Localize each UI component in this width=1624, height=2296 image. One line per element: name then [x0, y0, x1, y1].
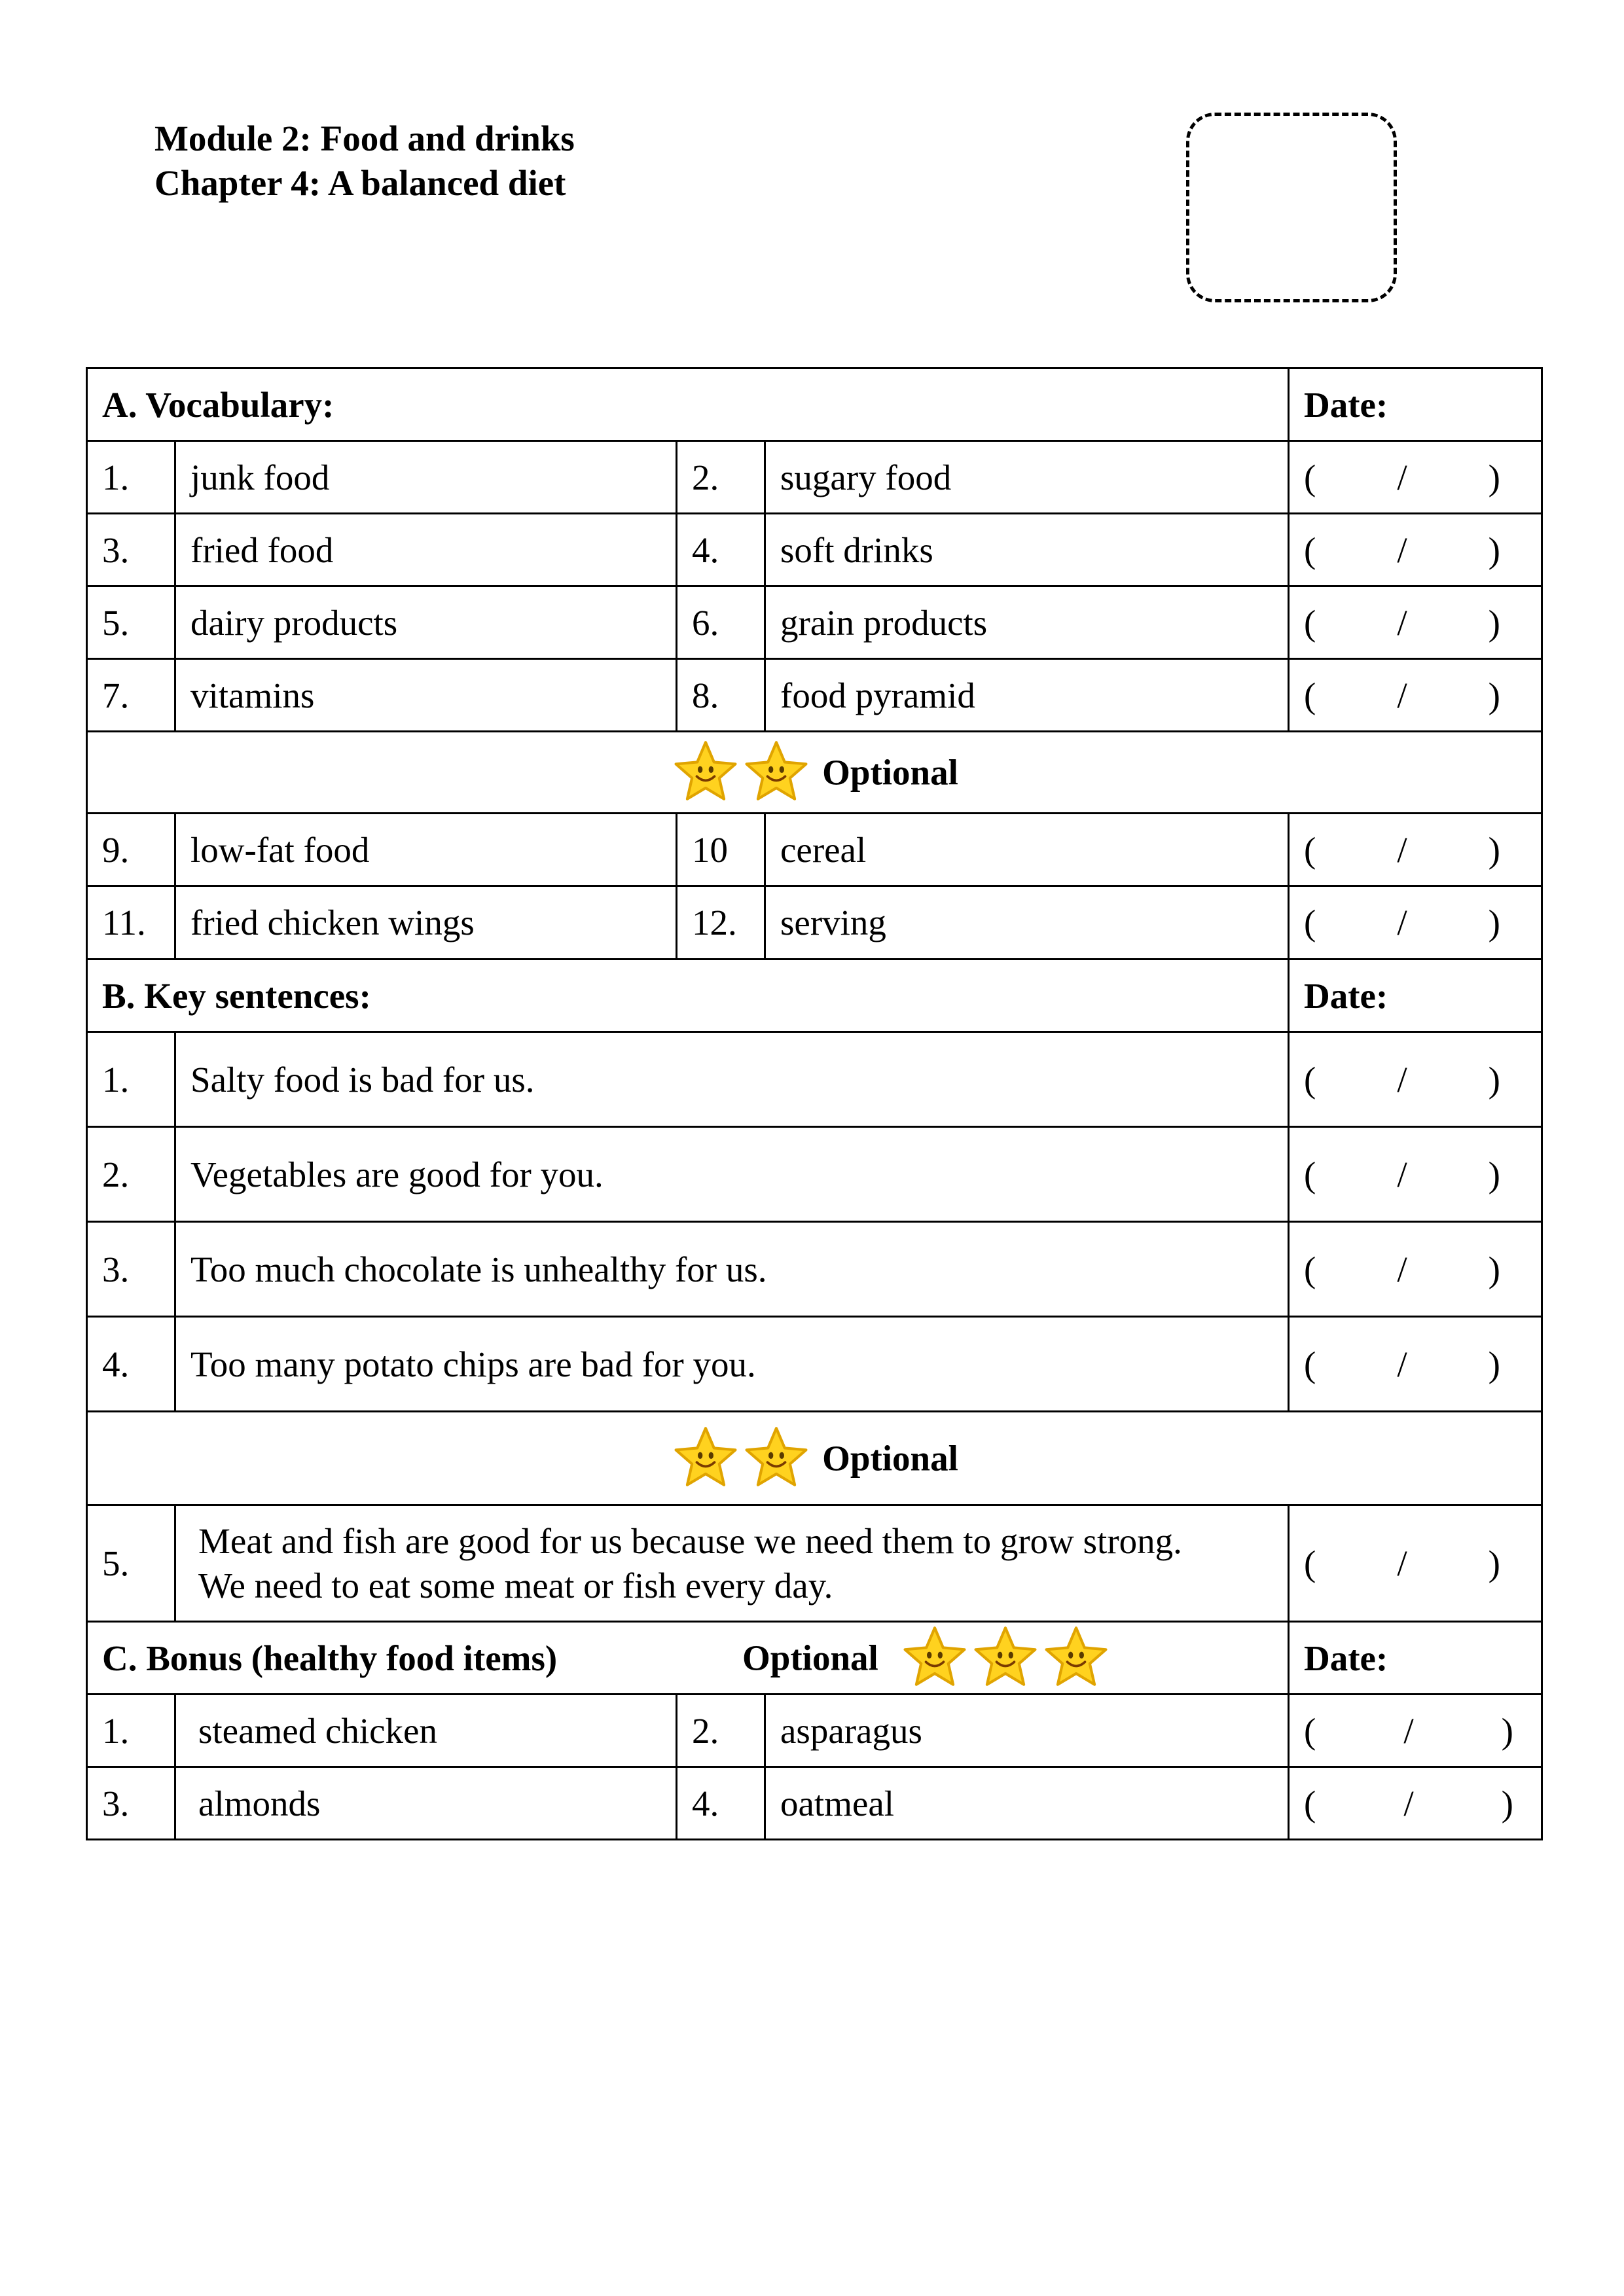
item-number: 4.	[87, 1317, 175, 1412]
vocabulary-heading: A. Vocabulary:	[87, 368, 1289, 441]
table-row	[87, 1127, 1542, 1222]
bonus-header-row	[87, 1622, 1542, 1695]
optional-banner	[87, 1412, 1542, 1505]
mark-slot[interactable]: ( / )	[1289, 1317, 1542, 1412]
item-number: 4.	[677, 1767, 765, 1840]
worksheet-header	[154, 117, 575, 206]
vocab-term: fried chicken wings	[175, 886, 677, 960]
item-number: 1.	[87, 441, 175, 514]
table-row	[87, 1767, 1542, 1840]
module-title: Module 2: Food and drinks	[154, 118, 575, 158]
vocab-term: sugary food	[765, 441, 1289, 514]
item-number: 2.	[677, 1695, 765, 1767]
star-rating	[670, 1424, 812, 1492]
bonus-term: steamed chicken	[175, 1695, 677, 1767]
vocab-term: low-fat food	[175, 814, 677, 886]
bonus-optional	[742, 1624, 1111, 1692]
smiley-star-icon	[899, 1624, 970, 1692]
item-number: 7.	[87, 659, 175, 732]
vocab-term: junk food	[175, 441, 677, 514]
item-number: 5.	[87, 586, 175, 659]
bonus-term: almonds	[175, 1767, 677, 1840]
date-label: Date:	[1289, 368, 1542, 441]
table-row	[87, 1695, 1542, 1767]
item-number: 5.	[87, 1505, 175, 1622]
table-row	[87, 1032, 1542, 1127]
item-number: 6.	[677, 586, 765, 659]
table-row	[87, 1317, 1542, 1412]
item-number: 8.	[677, 659, 765, 732]
key-sentences-heading: B. Key sentences:	[87, 960, 1289, 1032]
key-sentences-header-row	[87, 960, 1542, 1032]
bonus-heading: C. Bonus (healthy food items)	[102, 1638, 558, 1678]
key-sentence: Vegetables are good for you.	[175, 1127, 1289, 1222]
table-row	[87, 1505, 1542, 1622]
smiley-star-icon	[670, 1424, 741, 1492]
mark-slot[interactable]: ( / )	[1289, 886, 1542, 960]
optional-banner	[87, 732, 1542, 814]
bonus-heading-cell	[87, 1622, 1289, 1695]
item-number: 3.	[87, 1222, 175, 1317]
table-row	[87, 814, 1542, 886]
stamp-box	[1186, 113, 1397, 302]
optional-label: Optional	[822, 752, 958, 793]
vocab-term: serving	[765, 886, 1289, 960]
optional-row	[87, 732, 1542, 814]
table-row	[87, 586, 1542, 659]
item-number: 3.	[87, 514, 175, 586]
smiley-star-icon	[970, 1624, 1041, 1692]
mark-slot[interactable]: ( / )	[1289, 814, 1542, 886]
item-number: 2.	[677, 441, 765, 514]
vocab-term: soft drinks	[765, 514, 1289, 586]
item-number: 9.	[87, 814, 175, 886]
vocab-term: grain products	[765, 586, 1289, 659]
mark-slot[interactable]: ( / )	[1289, 514, 1542, 586]
sentence-line: We need to eat some meat or fish every day.	[198, 1565, 833, 1605]
table-row	[87, 441, 1542, 514]
item-number: 2.	[87, 1127, 175, 1222]
table-row	[87, 886, 1542, 960]
item-number: 10	[677, 814, 765, 886]
mark-slot[interactable]: ( / )	[1289, 1767, 1542, 1840]
smiley-star-icon	[1041, 1624, 1111, 1692]
item-number: 1.	[87, 1032, 175, 1127]
bonus-term: oatmeal	[765, 1767, 1289, 1840]
key-sentence: Too many potato chips are bad for you.	[175, 1317, 1289, 1412]
mark-slot[interactable]: ( / )	[1289, 1222, 1542, 1317]
bonus-term: asparagus	[765, 1695, 1289, 1767]
mark-slot[interactable]: ( / )	[1289, 441, 1542, 514]
vocab-term: fried food	[175, 514, 677, 586]
date-label: Date:	[1289, 960, 1542, 1032]
item-number: 1.	[87, 1695, 175, 1767]
mark-slot[interactable]: ( / )	[1289, 1505, 1542, 1622]
mark-slot[interactable]: ( / )	[1289, 586, 1542, 659]
sentence-line: Meat and fish are good for us because we need them to grow strong.	[198, 1520, 1182, 1561]
key-sentence	[175, 1505, 1289, 1622]
date-label: Date:	[1289, 1622, 1542, 1695]
item-number: 12.	[677, 886, 765, 960]
mark-slot[interactable]: ( / )	[1289, 659, 1542, 732]
optional-label: Optional	[822, 1438, 958, 1479]
checklist-table	[86, 367, 1543, 1840]
star-rating	[899, 1624, 1111, 1692]
optional-row	[87, 1412, 1542, 1505]
chapter-title: Chapter 4: A balanced diet	[154, 163, 566, 203]
item-number: 11.	[87, 886, 175, 960]
optional-label: Optional	[742, 1638, 878, 1678]
mark-slot[interactable]: ( / )	[1289, 1695, 1542, 1767]
vocab-term: dairy products	[175, 586, 677, 659]
mark-slot[interactable]: ( / )	[1289, 1127, 1542, 1222]
vocab-term: cereal	[765, 814, 1289, 886]
mark-slot[interactable]: ( / )	[1289, 1032, 1542, 1127]
smiley-star-icon	[670, 738, 741, 806]
table-row	[87, 514, 1542, 586]
vocab-term: food pyramid	[765, 659, 1289, 732]
vocab-term: vitamins	[175, 659, 677, 732]
smiley-star-icon	[741, 738, 812, 806]
smiley-star-icon	[741, 1424, 812, 1492]
table-row	[87, 1222, 1542, 1317]
item-number: 3.	[87, 1767, 175, 1840]
key-sentence: Salty food is bad for us.	[175, 1032, 1289, 1127]
star-rating	[670, 738, 812, 806]
table-row	[87, 659, 1542, 732]
item-number: 4.	[677, 514, 765, 586]
key-sentence: Too much chocolate is unhealthy for us.	[175, 1222, 1289, 1317]
vocabulary-header-row	[87, 368, 1542, 441]
